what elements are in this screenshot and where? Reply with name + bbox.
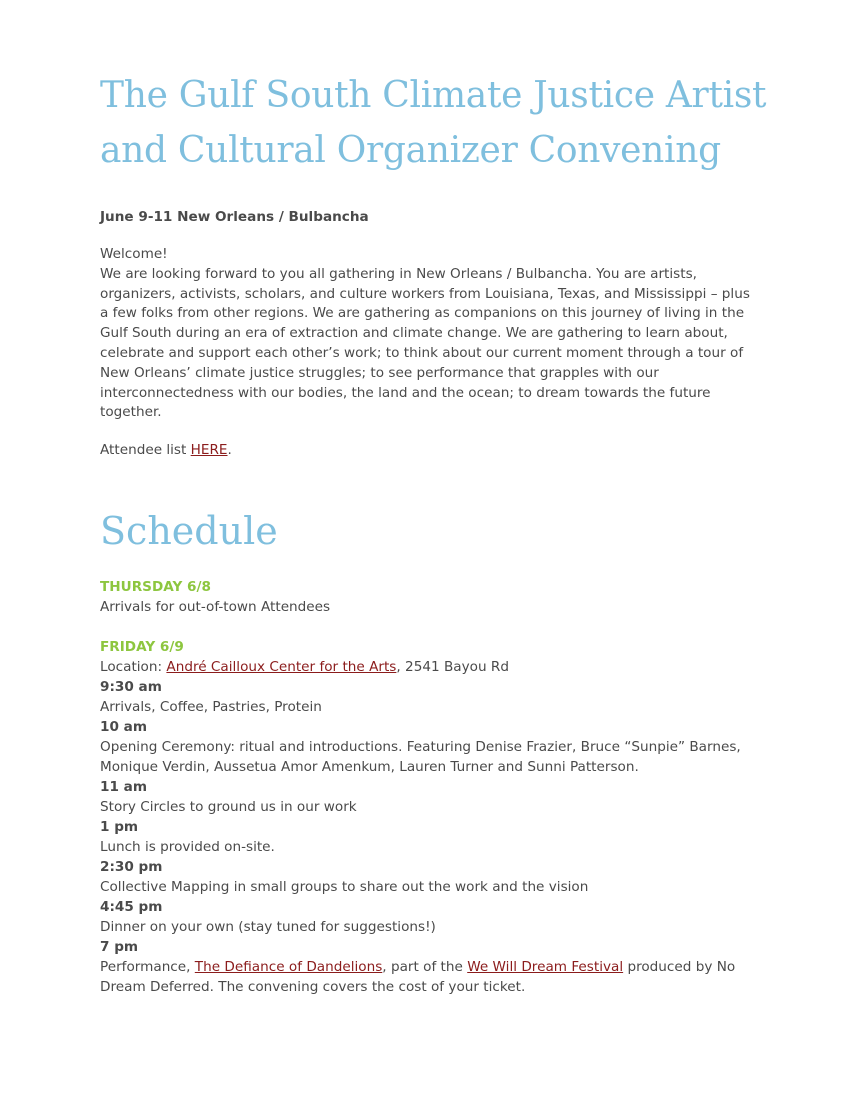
location-address: , 2541 Bayou Rd — [396, 659, 509, 675]
schedule-description: Dinner on your own (stay tuned for suggestions!) — [100, 919, 436, 935]
location-prefix: Location: — [100, 659, 167, 675]
friday-day-label: FRIDAY 6/9 — [100, 639, 184, 655]
schedule-time: 10 am — [100, 719, 147, 735]
attendee-suffix: . — [227, 442, 232, 459]
schedule-time: 7 pm — [100, 939, 139, 955]
schedule-description: Collective Mapping in small groups to share out the work and the vision — [100, 879, 589, 895]
schedule-description: Lunch is provided on-site. — [100, 839, 275, 855]
intro-section — [100, 245, 760, 461]
venue-link[interactable]: André Cailloux Center for the Arts — [166, 659, 397, 675]
schedule-time: 4:45 pm — [100, 899, 163, 915]
schedule-time: 2:30 pm — [100, 859, 163, 875]
document-title: The Gulf South Climate Justice Artist and Cultural Organizer Convening — [100, 75, 767, 171]
performance-middle: , part of the — [382, 959, 468, 975]
date-location-line: June 9-11 New Orleans / Bulbancha — [100, 209, 369, 225]
friday-location — [100, 657, 760, 677]
schedule-time: 9:30 am — [100, 679, 162, 695]
attendee-list-link[interactable]: HERE — [190, 442, 228, 459]
thursday-section — [100, 577, 760, 617]
schedule-heading: Schedule — [100, 509, 278, 553]
performance-prefix: Performance, — [100, 959, 195, 975]
schedule-description: Story Circles to ground us in our work — [100, 799, 357, 815]
we-will-dream-festival-link[interactable]: We Will Dream Festival — [467, 959, 624, 975]
schedule-description: Arrivals, Coffee, Pastries, Protein — [100, 699, 322, 715]
schedule-time: 1 pm — [100, 819, 139, 835]
friday-section — [100, 637, 760, 997]
performance-suffix: produced by No Dream Deferred. The convening covers the cost of your ticket. — [100, 959, 736, 995]
attendee-line — [100, 441, 760, 461]
schedule-description: Opening Ceremony: ritual and introductions. Featuring Denise Frazier, Bruce “Sunpie” Barnes, Monique Verdin, Aussetua Amor Amenkum, Lauren Turner and Sunni Patterson. — [100, 739, 741, 775]
performance-description — [100, 957, 760, 997]
thursday-note: Arrivals for out-of-town Attendees — [100, 599, 331, 615]
intro-paragraph: We are looking forward to you all gathering in New Orleans / Bulbancha. You are artists, organizers, activists, scholars, and culture workers from Louisiana, Texas, and Mississippi – plus a few folks from other regions. We are gathering as companions on this journey of living in the Gulf South during an era of extraction and climate change. We are gathering to learn about, celebrate and support each other’s work; to think about our current moment through a tour of New Orleans’ climate justice struggles; to see performance that grapples with our interconnectedness with our bodies, the land and the ocean; to dream towards the future together. — [100, 265, 750, 421]
welcome-text: Welcome! — [100, 246, 168, 262]
defiance-of-dandelions-link[interactable]: The Defiance of Dandelions — [194, 959, 383, 975]
thursday-day-label: THURSDAY 6/8 — [100, 579, 211, 595]
schedule-time: 11 am — [100, 779, 147, 795]
attendee-prefix: Attendee list — [100, 442, 191, 459]
